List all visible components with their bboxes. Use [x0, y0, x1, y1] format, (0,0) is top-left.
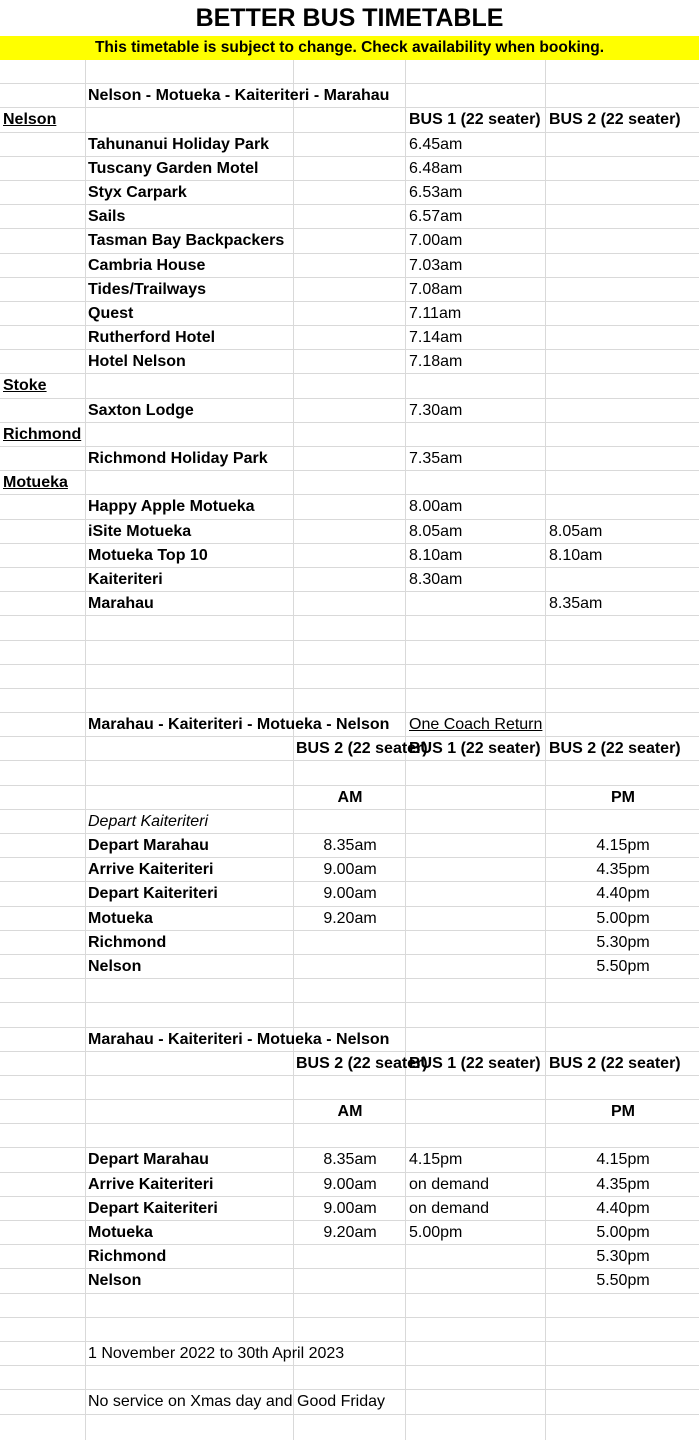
stop-name: Sails — [88, 208, 126, 226]
bus2-header: BUS 2 (22 seater) — [549, 1054, 681, 1072]
note-row — [0, 810, 699, 834]
bus2-time — [549, 133, 697, 157]
am-time: 8.35am — [323, 1151, 377, 1169]
stop-name: iSite Motueka — [88, 522, 192, 540]
region-label: Richmond — [3, 425, 82, 443]
bus1-time — [409, 592, 545, 616]
table-row — [0, 399, 699, 423]
bus2-header: BUS 2 (22 seater) — [296, 1054, 428, 1072]
bus1-time: 7.08am — [409, 280, 463, 298]
stop-name: Richmond Holiday Park — [88, 450, 268, 467]
bus2-time — [549, 495, 697, 519]
region-row — [0, 374, 699, 398]
bus1-time — [409, 907, 545, 931]
am-time: 9.00am — [323, 885, 377, 903]
route-title: Marahau - Kaiteriteri - Motueka - Nelson — [88, 1030, 390, 1048]
region-label: Motueka — [3, 474, 68, 492]
stop-name: Depart Kaiteriteri — [88, 885, 218, 903]
stop-name: Motueka — [88, 1224, 153, 1241]
bus2-time — [549, 205, 697, 229]
bus2-time — [549, 181, 697, 205]
stop-name: Depart Kaiteriteri — [88, 1199, 218, 1217]
blank-row — [0, 1366, 699, 1390]
table-row — [0, 520, 699, 544]
bus1-time: 8.30am — [409, 570, 463, 588]
bus-header-row — [0, 1052, 699, 1076]
bus1-time: 8.05am — [409, 522, 463, 540]
table-row — [0, 229, 699, 253]
stop-name: Rutherford Hotel — [88, 329, 216, 347]
table-row — [0, 205, 699, 229]
blank-row — [0, 641, 699, 665]
bus1-time: 6.57am — [409, 208, 463, 226]
am-header: AM — [337, 788, 363, 806]
am-time: 9.00am — [323, 861, 377, 879]
stop-name: Tahunanui Holiday Park — [88, 135, 270, 153]
stop-name: Quest — [88, 304, 134, 322]
table-row — [0, 350, 699, 374]
table-row — [0, 568, 699, 592]
am-time: 8.35am — [323, 837, 377, 854]
bus2-time — [549, 254, 697, 278]
stop-name: Happy Apple Motueka — [88, 498, 255, 516]
ampm-row — [0, 1100, 699, 1124]
am-time: 9.00am — [323, 1199, 377, 1217]
bus1-time: on demand — [409, 1175, 490, 1193]
one-coach-return-link[interactable]: One Coach Return — [409, 716, 543, 734]
stop-name: Arrive Kaiteriteri — [88, 861, 214, 879]
table-row — [0, 254, 699, 278]
am-time: 9.20am — [323, 909, 377, 927]
blank-row — [0, 1003, 699, 1027]
bus1-time — [409, 834, 545, 858]
bus1-time: 5.00pm — [409, 1224, 463, 1241]
blank-row — [0, 665, 699, 689]
pm-time: 4.15pm — [596, 1151, 650, 1169]
pm-header: PM — [611, 788, 635, 806]
table-row — [0, 1148, 699, 1172]
region-row — [0, 423, 699, 447]
blank-row — [0, 60, 699, 84]
bus2-time — [549, 278, 697, 302]
stop-name: Cambria House — [88, 256, 206, 274]
blank-row — [0, 616, 699, 640]
bus1-time: 4.15pm — [409, 1151, 463, 1169]
bus2-time — [549, 326, 697, 350]
bus2-header: BUS 2 (22 seater) — [296, 740, 428, 758]
pm-time: 5.50pm — [596, 957, 650, 975]
bus2-time — [549, 350, 697, 374]
stop-name: Hotel Nelson — [88, 353, 186, 371]
table-row — [0, 882, 699, 906]
table-row — [0, 133, 699, 157]
pm-time: 4.15pm — [596, 837, 650, 854]
bus2-time — [549, 568, 697, 592]
stop-name: Motueka — [88, 909, 153, 927]
table-row — [0, 326, 699, 350]
am-time — [296, 1269, 404, 1293]
stop-name: Richmond — [88, 933, 167, 951]
table-row — [0, 592, 699, 616]
bus1-time: 8.10am — [409, 546, 463, 564]
service-dates: 1 November 2022 to 30th April 2023 — [88, 1344, 345, 1362]
table-row — [0, 1197, 699, 1221]
table-row — [0, 1173, 699, 1197]
bus1-time: 7.14am — [409, 329, 463, 347]
bus-header-row — [0, 737, 699, 761]
region-label: Stoke — [3, 377, 47, 395]
bus1-header: BUS 1 (22 seater) — [409, 740, 541, 758]
bus2-time: 8.10am — [549, 546, 603, 564]
am-time: 9.00am — [323, 1175, 377, 1193]
bus2-time — [549, 447, 697, 471]
route-row — [0, 713, 699, 737]
bus1-time — [409, 882, 545, 906]
region-row — [0, 471, 699, 495]
bus1-time: on demand — [409, 1199, 490, 1217]
bus1-time: 7.03am — [409, 256, 463, 274]
pm-time: 5.30pm — [596, 933, 650, 951]
pm-time: 5.30pm — [596, 1248, 650, 1266]
stop-name: Styx Carpark — [88, 183, 187, 201]
pm-time: 4.40pm — [596, 885, 650, 903]
bus1-time — [409, 858, 545, 882]
timetable-grid — [0, 60, 699, 1415]
pm-time: 4.35pm — [596, 1175, 650, 1193]
bus1-time: 7.18am — [409, 353, 463, 371]
pm-header: PM — [611, 1103, 635, 1121]
bus2-time — [549, 229, 697, 253]
table-row — [0, 181, 699, 205]
table-row — [0, 955, 699, 979]
stop-name: Marahau — [88, 595, 154, 613]
pm-time: 5.00pm — [596, 909, 650, 927]
am-time: 9.20am — [323, 1224, 377, 1241]
footer-row — [0, 1390, 699, 1414]
footer-row — [0, 1342, 699, 1366]
bus1-time: 6.53am — [409, 183, 463, 201]
table-row — [0, 858, 699, 882]
stop-name: Saxton Lodge — [88, 401, 194, 419]
bus1-time: 7.11am — [409, 304, 462, 322]
bus2-time — [549, 157, 697, 181]
blank-row — [0, 979, 699, 1003]
stop-name: Tuscany Garden Motel — [88, 159, 259, 177]
stop-name: Richmond — [88, 1248, 167, 1266]
stop-name: Depart Marahau — [88, 1151, 209, 1169]
route-row — [0, 84, 699, 108]
stop-name: Nelson — [88, 957, 142, 975]
stop-name: Arrive Kaiteriteri — [88, 1175, 214, 1193]
am-time — [296, 931, 404, 955]
bus2-time — [549, 399, 697, 423]
table-row — [0, 1245, 699, 1269]
am-time — [296, 1245, 404, 1269]
ampm-row — [0, 786, 699, 810]
pm-time: 5.50pm — [596, 1272, 650, 1290]
no-service-note: No service on Xmas day and Good Friday — [88, 1393, 386, 1411]
table-row — [0, 1221, 699, 1245]
bus2-time — [549, 302, 697, 326]
table-row — [0, 907, 699, 931]
bus2-header: BUS 2 (22 seater) — [549, 740, 681, 758]
stop-name: Nelson — [88, 1272, 142, 1290]
blank-row — [0, 1076, 699, 1100]
bus1-time: 7.30am — [409, 401, 463, 419]
table-row — [0, 544, 699, 568]
timetable-title: BETTER BUS TIMETABLE — [195, 4, 504, 32]
bus1-time: 7.35am — [409, 450, 463, 467]
route-row — [0, 1028, 699, 1052]
bus2-time: 8.05am — [549, 522, 603, 540]
blank-row — [0, 1318, 699, 1342]
bus1-time: 7.00am — [409, 232, 463, 250]
bus1-header: BUS 1 (22 seater) — [409, 111, 541, 129]
stop-name: Tasman Bay Backpackers — [88, 232, 285, 250]
bus1-time: 6.48am — [409, 159, 463, 177]
stop-name: Tides/Trailways — [88, 280, 206, 298]
route-title: Marahau - Kaiteriteri - Motueka - Nelson — [88, 716, 390, 734]
bus1-time — [409, 1269, 545, 1293]
region-row — [0, 108, 699, 132]
bus1-time: 8.00am — [409, 498, 463, 516]
stop-name: Depart Marahau — [88, 837, 209, 854]
blank-row — [0, 1294, 699, 1318]
bus1-time — [409, 955, 545, 979]
blank-row — [0, 761, 699, 785]
stop-name: Motueka Top 10 — [88, 546, 208, 564]
route-title: Nelson - Motueka - Kaiteriteri - Marahau — [88, 87, 390, 105]
bus2-time: 8.35am — [549, 595, 603, 613]
am-header: AM — [337, 1103, 363, 1121]
am-time — [296, 955, 404, 979]
table-row — [0, 447, 699, 471]
bus1-header: BUS 1 (22 seater) — [409, 1054, 541, 1072]
table-row — [0, 302, 699, 326]
pm-time: 4.40pm — [596, 1199, 650, 1217]
depart-note: Depart Kaiteriteri — [88, 812, 209, 830]
table-row — [0, 1269, 699, 1293]
table-row — [0, 834, 699, 858]
blank-row — [0, 1124, 699, 1148]
bus1-time — [409, 1245, 545, 1269]
table-row — [0, 495, 699, 519]
blank-row — [0, 689, 699, 713]
pm-time: 5.00pm — [596, 1224, 650, 1241]
pm-time: 4.35pm — [596, 861, 650, 879]
bus1-time — [409, 931, 545, 955]
table-row — [0, 157, 699, 181]
table-row — [0, 278, 699, 302]
table-row — [0, 931, 699, 955]
stop-name: Kaiteriteri — [88, 570, 163, 588]
region-label: Nelson — [3, 111, 57, 129]
bus1-time: 6.45am — [409, 135, 463, 153]
bus2-header: BUS 2 (22 seater) — [549, 111, 681, 129]
change-notice: This timetable is subject to change. Check availability when booking. — [0, 36, 699, 60]
